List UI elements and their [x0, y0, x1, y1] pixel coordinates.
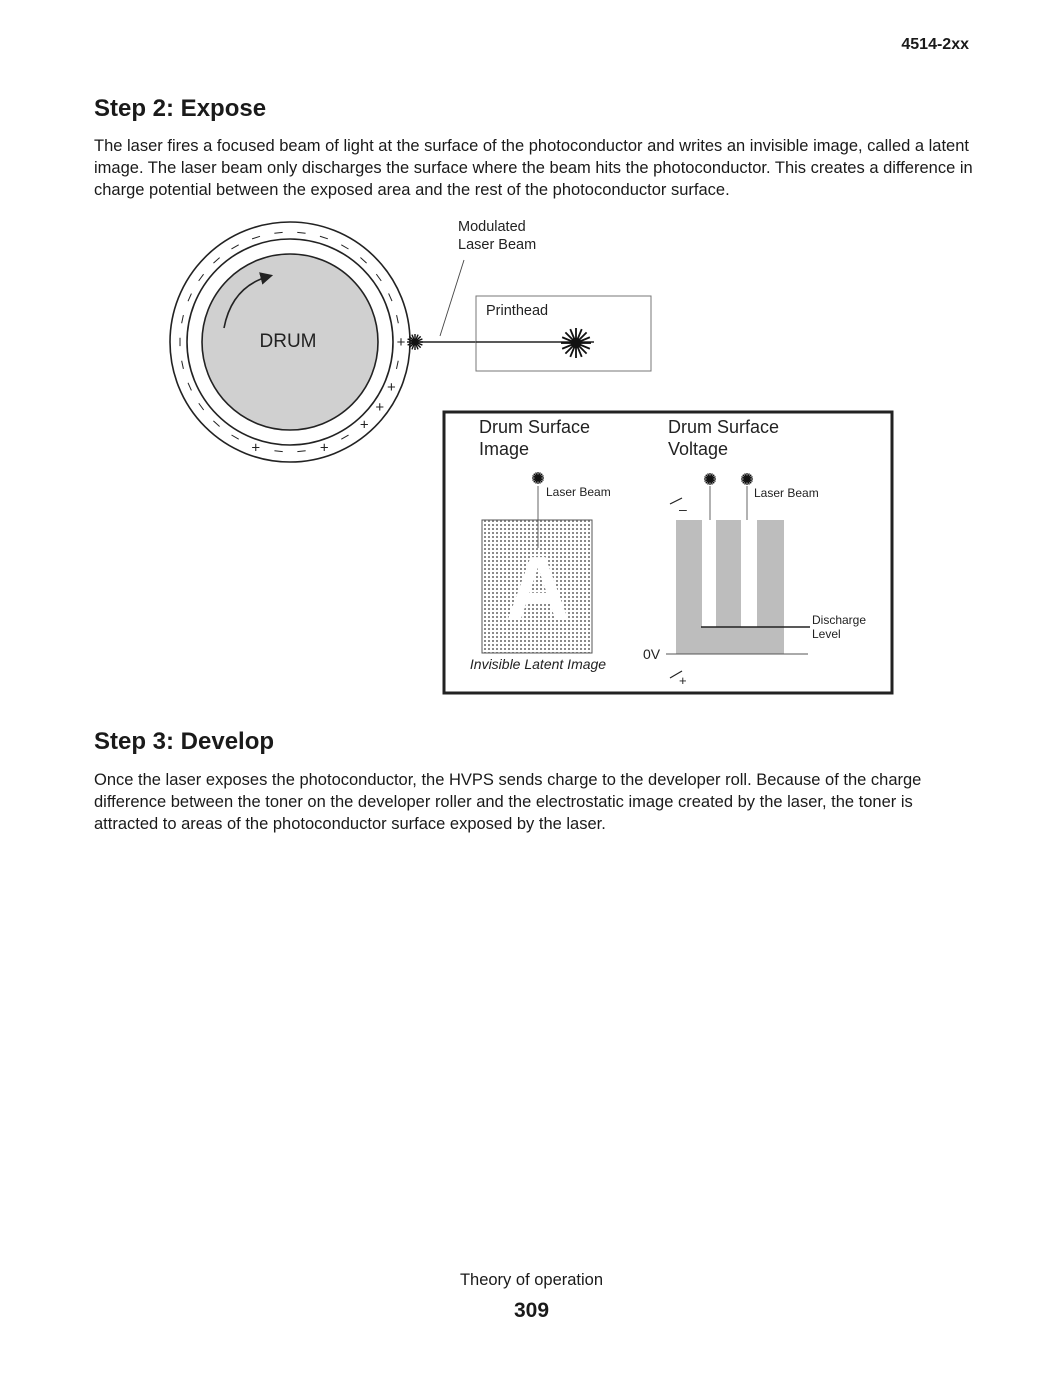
svg-text:–: – [226, 236, 243, 256]
svg-text:–: – [172, 359, 192, 371]
drum-label: DRUM [259, 331, 317, 352]
svg-text:–: – [179, 289, 199, 305]
svg-text:–: – [370, 268, 389, 286]
svg-text:–: – [226, 428, 243, 448]
footer-title: Theory of operation [459, 1271, 604, 1289]
svg-text:–: – [171, 337, 188, 347]
svg-text:–: – [381, 289, 401, 305]
section-title-step2: Step 2: Expose [94, 95, 267, 122]
svg-text:–: – [273, 223, 284, 241]
svg-text:+: + [387, 379, 396, 397]
voltage-plus-sign: + [679, 673, 687, 688]
document-id: 4514-2xx [901, 36, 969, 53]
svg-text:–: – [337, 428, 354, 448]
beam-label-leader [440, 260, 464, 336]
image-laser-label: Laser Beam [546, 485, 611, 499]
svg-text:–: – [207, 415, 225, 434]
discharge-label-line2: Level [812, 627, 841, 641]
image-title-line2: Image [479, 439, 530, 459]
zero-volt-label: 0V [643, 646, 661, 662]
discharge-label-line1: Discharge [812, 613, 867, 627]
voltage-laser-label: Laser Beam [754, 486, 819, 500]
svg-text:+: + [251, 439, 261, 457]
svg-text:–: – [388, 313, 408, 325]
svg-text:+: + [396, 334, 406, 351]
image-laser-starburst-icon [532, 472, 544, 484]
section-body-step2: The laser fires a focused beam of light at the surface of the photoconductor and writes an invisible image, called a latent image. The laser beam only discharges the surface where the beam hits the photoconductor. This creates a difference in charge potential between the exposed area and the rest of the photoconductor surface. [94, 137, 973, 199]
svg-text:–: – [296, 223, 307, 241]
svg-text:–: – [207, 250, 225, 269]
svg-text:–: – [179, 379, 199, 395]
voltage-minus-sign: – [679, 501, 687, 517]
beam-label-line1: Modulated [458, 219, 526, 235]
latent-caption: Invisible Latent Image [469, 656, 607, 672]
voltage-laser-starburst-1-icon [704, 473, 716, 485]
printhead-label: Printhead [486, 303, 549, 319]
beam-label-line2: Laser Beam [458, 237, 537, 253]
svg-text:–: – [296, 443, 307, 461]
svg-text:–: – [388, 359, 408, 371]
voltage-title-line2: Voltage [668, 439, 729, 459]
image-title-line1: Drum Surface [479, 417, 591, 437]
beam-contact-starburst-icon [407, 334, 423, 350]
svg-text:–: – [273, 443, 284, 461]
svg-text:–: – [191, 268, 210, 286]
section-title-step3: Step 3: Develop [94, 728, 275, 755]
svg-text:+: + [375, 399, 385, 417]
voltage-title-line1: Drum Surface [668, 417, 780, 437]
svg-text:–: – [355, 250, 373, 269]
drum-assembly [170, 222, 410, 462]
svg-text:+: + [359, 416, 369, 434]
page-number: 309 [513, 1299, 550, 1322]
section-body-step3: Once the laser exposes the photoconductor, the HVPS sends charge to the developer roll. Because of the charge difference between the toner on the developer roller and the electrostatic image created by the laser, the toner is attracted to areas of the photoconductor surface exposed by the laser. [94, 771, 922, 833]
latent-letter: A [506, 538, 570, 637]
svg-text:–: – [249, 227, 263, 247]
svg-text:–: – [337, 236, 354, 256]
voltage-laser-starburst-2-icon [741, 473, 753, 485]
svg-text:–: – [172, 313, 192, 325]
svg-text:–: – [317, 227, 331, 247]
laser-source-starburst-icon [561, 328, 591, 358]
svg-text:–: – [191, 398, 210, 416]
svg-text:+: + [319, 439, 329, 457]
